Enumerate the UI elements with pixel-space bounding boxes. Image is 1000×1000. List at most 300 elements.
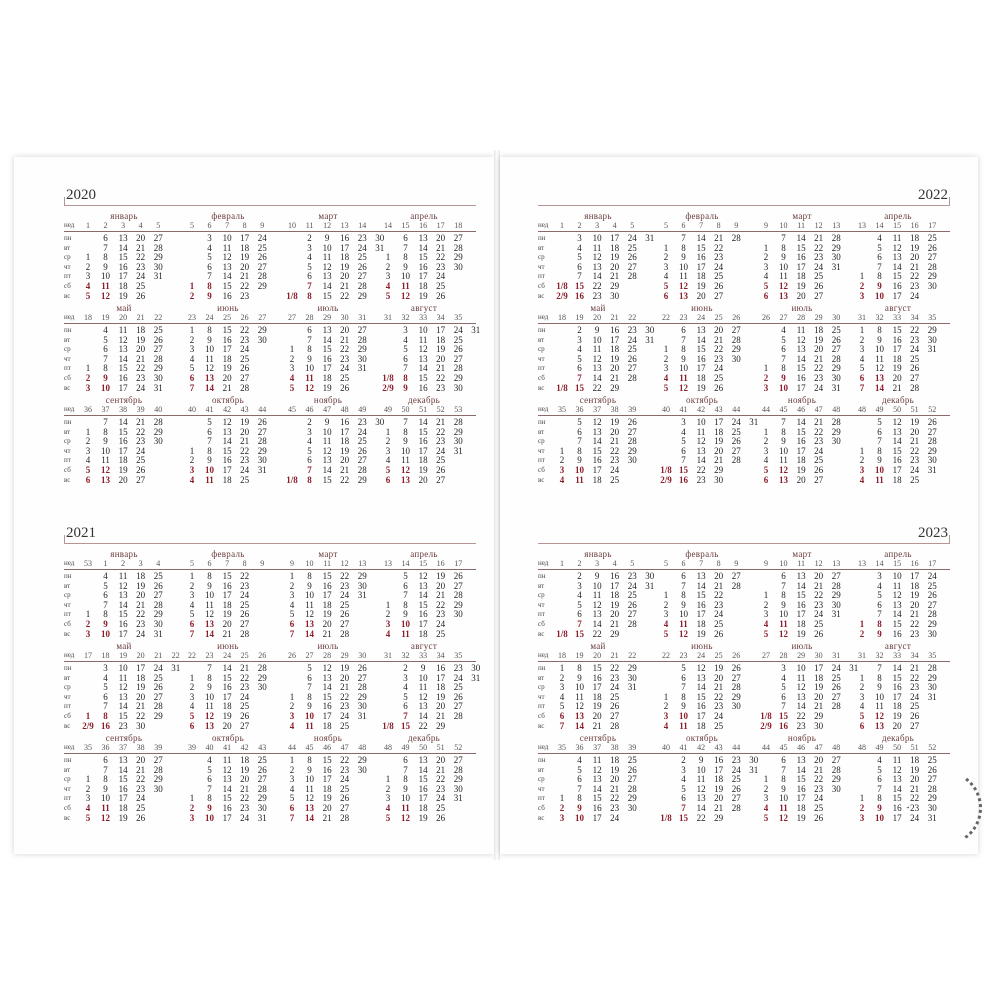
year-rule-tick bbox=[949, 197, 950, 206]
weekday-label: пн bbox=[64, 572, 72, 580]
calendar-day: 18 bbox=[240, 242, 250, 253]
calendar-day: 5 bbox=[207, 252, 212, 263]
calendar-day: 25 bbox=[257, 755, 267, 765]
week-number: 39 bbox=[628, 743, 637, 752]
calendar-day: 2/9 bbox=[556, 290, 568, 301]
calendar-day: 25 bbox=[436, 455, 446, 466]
calendar-day: 10 bbox=[892, 571, 902, 581]
calendar-day: 20 bbox=[910, 252, 920, 263]
calendar-day: 10 bbox=[779, 382, 789, 393]
month-name: июнь bbox=[691, 641, 713, 651]
calendar-day: 31 bbox=[257, 465, 267, 475]
weekday-label: ср bbox=[538, 253, 545, 262]
calendar-day: 16 bbox=[892, 334, 902, 345]
calendar-day: 24 bbox=[814, 382, 824, 393]
calendar-day: 21 bbox=[610, 271, 620, 282]
week-number: 5 bbox=[664, 559, 668, 568]
calendar-day: 14 bbox=[592, 619, 602, 629]
calendar-day: 16 bbox=[436, 663, 446, 673]
calendar-day: 26 bbox=[814, 281, 824, 291]
calendar-day: 23 bbox=[910, 281, 920, 291]
calendar-day: 21 bbox=[436, 711, 446, 721]
calendar-day: 30 bbox=[257, 803, 267, 813]
week-number: 46 bbox=[797, 743, 806, 752]
weekday-label: вт bbox=[64, 243, 71, 252]
calendar-day: 12 bbox=[418, 691, 428, 702]
calendar-day: 3 bbox=[385, 619, 391, 629]
calendar-day: 15 bbox=[401, 720, 411, 731]
calendar-day: 25 bbox=[814, 271, 824, 282]
year-title: 2021 bbox=[66, 525, 96, 541]
calendar-day: 12 bbox=[679, 628, 689, 639]
calendar-day: 13 bbox=[779, 474, 789, 485]
calendar-day: 25 bbox=[240, 599, 250, 610]
calendar-day: 11 bbox=[418, 682, 428, 693]
right-page bbox=[500, 157, 978, 854]
calendar-day: 15 bbox=[222, 445, 232, 456]
calendar-day: 9 bbox=[403, 436, 408, 447]
calendar-day: 21 bbox=[436, 242, 446, 253]
week-number: 42 bbox=[697, 743, 706, 752]
calendar-day: 27 bbox=[731, 793, 741, 804]
calendar-day: 22 bbox=[136, 426, 146, 437]
calendar-day: 8 bbox=[781, 590, 786, 601]
calendar-day: 3 bbox=[189, 691, 195, 702]
week-number: 7 bbox=[699, 221, 704, 230]
calendar-day: 22 bbox=[592, 382, 602, 393]
calendar-day: 3 bbox=[103, 663, 108, 673]
month-name: июнь bbox=[217, 303, 239, 313]
calendar-day: 16 bbox=[892, 455, 902, 466]
calendar-day: 12 bbox=[222, 764, 232, 775]
calendar-day: 5 bbox=[307, 445, 312, 456]
calendar-day: 17 bbox=[418, 793, 428, 804]
calendar-day: 3 bbox=[663, 261, 669, 272]
calendar-day: 13 bbox=[418, 701, 428, 712]
calendar-day: 16 bbox=[796, 373, 806, 383]
calendar-day: 16 bbox=[892, 628, 902, 639]
calendar-day: 7 bbox=[877, 609, 882, 620]
weekday-label: пн bbox=[538, 756, 546, 764]
calendar-day: 8 bbox=[681, 242, 686, 253]
calendar-day: 29 bbox=[436, 720, 446, 731]
calendar-day: 6 bbox=[207, 261, 212, 272]
calendar-day: 22 bbox=[910, 793, 920, 804]
calendar-day: 30 bbox=[645, 325, 655, 335]
week-number: 39 bbox=[188, 743, 196, 752]
calendar-day: 1 bbox=[85, 774, 91, 785]
calendar-day: 15 bbox=[322, 344, 332, 355]
calendar-day: 16 bbox=[796, 436, 806, 447]
calendar-day: 10 bbox=[796, 663, 806, 673]
week-number-row bbox=[64, 559, 476, 570]
calendar-day: 3 bbox=[663, 711, 669, 721]
calendar-day: 26 bbox=[627, 353, 637, 364]
calendar-day: 16 bbox=[796, 599, 806, 610]
calendar-day: 8 bbox=[207, 571, 212, 581]
calendar-day: 18 bbox=[222, 701, 232, 712]
calendar-day: 17 bbox=[240, 233, 250, 243]
calendar-day: 23 bbox=[240, 290, 250, 301]
calendar-day: 17 bbox=[222, 590, 232, 601]
week-number: 1 bbox=[86, 221, 90, 230]
calendar-day: 25 bbox=[627, 242, 637, 253]
calendar-day: 25 bbox=[436, 281, 446, 291]
calendar-day: 24 bbox=[610, 812, 620, 823]
weekday-label: вт bbox=[64, 673, 71, 682]
calendar-day: 1 bbox=[763, 774, 769, 785]
weekday-label: пт bbox=[538, 456, 545, 465]
calendar-day: 23 bbox=[436, 436, 446, 447]
calendar-day: 25 bbox=[153, 571, 163, 581]
calendar-day: 5 bbox=[663, 281, 669, 291]
week-number: 32 bbox=[875, 313, 884, 322]
calendar-day: 25 bbox=[831, 672, 841, 683]
calendar-day: 30 bbox=[153, 436, 163, 447]
calendar-day: 14 bbox=[696, 334, 706, 345]
calendar-day: 24 bbox=[831, 663, 841, 673]
calendar-day: 17 bbox=[714, 417, 724, 427]
calendar-day: 25 bbox=[153, 672, 163, 683]
week-label: нед bbox=[538, 405, 549, 413]
calendar-day: 8 bbox=[207, 672, 212, 683]
calendar-day: 31 bbox=[831, 609, 841, 620]
calendar-day: 2 bbox=[289, 353, 295, 364]
calendar-day: 9 bbox=[681, 252, 686, 263]
calendar-day: 3 bbox=[763, 445, 769, 456]
calendar-day: 3 bbox=[859, 812, 865, 823]
calendar-day: 26 bbox=[814, 628, 824, 639]
calendar-day: 28 bbox=[731, 233, 741, 243]
calendar-day: 5 bbox=[189, 609, 195, 620]
weekday-label: вт bbox=[538, 765, 545, 774]
calendar-day: 11 bbox=[875, 353, 884, 364]
calendar-day: 23 bbox=[592, 290, 602, 301]
calendar-day: 5 bbox=[385, 812, 391, 823]
calendar-day: 8 bbox=[403, 252, 408, 263]
calendar-day: 19 bbox=[796, 628, 806, 639]
calendar-day: 12 bbox=[875, 363, 885, 374]
calendar-day: 17 bbox=[892, 344, 902, 355]
calendar-day: 26 bbox=[731, 783, 741, 794]
calendar-day: 5 bbox=[781, 334, 786, 345]
calendar-day: 15 bbox=[575, 382, 585, 393]
calendar-day: 12 bbox=[305, 793, 315, 804]
weekday-label: чт bbox=[64, 354, 71, 363]
calendar-day: 3 bbox=[289, 774, 295, 785]
week-number: 28 bbox=[779, 651, 788, 660]
week-number: 51 bbox=[910, 743, 919, 752]
calendar-day: 1 bbox=[189, 325, 195, 335]
calendar-day: 10 bbox=[679, 711, 689, 721]
calendar-day: 12 bbox=[322, 261, 332, 272]
weekday-label: ср bbox=[538, 345, 545, 354]
calendar-day: 25 bbox=[436, 803, 446, 813]
calendar-day: 23 bbox=[118, 720, 128, 731]
calendar-day: 6 bbox=[877, 774, 882, 785]
weekday-label: пт bbox=[64, 456, 71, 465]
calendar-day: 9 bbox=[307, 701, 312, 712]
weekday-label: сб bbox=[64, 282, 71, 290]
calendar-day: 16 bbox=[222, 682, 232, 693]
week-number: 24 bbox=[697, 651, 706, 660]
weekday-label: вт bbox=[538, 335, 545, 344]
calendar-day: 21 bbox=[222, 628, 232, 639]
calendar-day: 10 bbox=[875, 344, 885, 355]
calendar-day: 19 bbox=[118, 812, 128, 823]
weekday-label: пт bbox=[538, 702, 545, 711]
calendar-day: 15 bbox=[796, 774, 806, 785]
calendar-day: 29 bbox=[257, 672, 267, 683]
week-number: 45 bbox=[305, 743, 314, 752]
calendar-day: 25 bbox=[453, 682, 463, 693]
calendar-day: 20 bbox=[240, 774, 250, 785]
calendar-day: 2 bbox=[859, 334, 865, 345]
calendar-day: 14 bbox=[118, 764, 128, 775]
calendar-day: 2 bbox=[577, 571, 582, 581]
calendar-day: 27 bbox=[927, 252, 937, 263]
calendar-day: 11 bbox=[575, 474, 584, 485]
week-number: 51 bbox=[910, 405, 919, 414]
week-number: 52 bbox=[436, 405, 445, 414]
calendar-day: 18 bbox=[910, 580, 920, 591]
calendar-day: 11 bbox=[305, 783, 314, 794]
calendar-day: 16 bbox=[322, 764, 332, 775]
calendar-day: 12 bbox=[592, 252, 602, 263]
calendar-day: 25 bbox=[731, 426, 741, 437]
calendar-day: 22 bbox=[340, 344, 350, 355]
calendar-day: 22 bbox=[910, 672, 920, 683]
calendar-day: 20 bbox=[222, 619, 232, 629]
month-name: июль bbox=[317, 303, 339, 313]
calendar-day: 15 bbox=[118, 363, 128, 374]
calendar-day: 27 bbox=[610, 711, 620, 721]
calendar-day: 23 bbox=[714, 599, 724, 610]
calendar-day: 1 bbox=[85, 711, 91, 721]
calendar-day: 15 bbox=[418, 252, 428, 263]
calendar-day: 6 bbox=[577, 261, 582, 272]
calendar-day: 27 bbox=[357, 672, 367, 683]
calendar-day: 27 bbox=[136, 474, 146, 485]
calendar-day: 18 bbox=[436, 682, 446, 693]
calendar-day: 29 bbox=[153, 711, 163, 721]
calendar-day: 27 bbox=[910, 373, 920, 383]
week-number: 6 bbox=[207, 221, 212, 230]
calendar-day: 17 bbox=[222, 465, 232, 475]
calendar-day: 8 bbox=[403, 599, 408, 610]
weekday-label: чт bbox=[64, 692, 71, 701]
month-name: май bbox=[590, 641, 606, 651]
calendar-day: 26 bbox=[340, 793, 350, 804]
calendar-day: 27 bbox=[257, 426, 267, 437]
calendar-day: 1 bbox=[559, 793, 565, 804]
week-number: 35 bbox=[84, 743, 92, 752]
calendar-day: 13 bbox=[205, 373, 215, 383]
calendar-day: 11 bbox=[875, 474, 884, 485]
week-number: 19 bbox=[101, 313, 110, 322]
calendar-day: 5 bbox=[307, 663, 312, 673]
calendar-day: 25 bbox=[814, 619, 824, 629]
week-number: 38 bbox=[136, 743, 145, 752]
calendar-day: 1/8 bbox=[556, 628, 568, 639]
calendar-day: 16 bbox=[779, 720, 789, 731]
calendar-day: 2 bbox=[663, 599, 669, 610]
calendar-day: 14 bbox=[418, 417, 428, 427]
calendar-day: 13 bbox=[779, 290, 789, 301]
week-label: нед bbox=[538, 743, 549, 751]
calendar-day: 17 bbox=[796, 793, 806, 804]
calendar-day: 19 bbox=[118, 290, 128, 301]
calendar-day: 21 bbox=[714, 334, 724, 345]
calendar-day: 9 bbox=[403, 382, 408, 393]
calendar-day: 14 bbox=[418, 711, 428, 721]
calendar-day: 8 bbox=[681, 590, 686, 601]
calendar-day: 30 bbox=[831, 436, 841, 447]
calendar-day: 11 bbox=[575, 691, 584, 702]
calendar-day: 24 bbox=[436, 793, 446, 804]
calendar-day: 7 bbox=[781, 580, 786, 591]
calendar-day: 14 bbox=[118, 599, 128, 610]
calendar-day: 20 bbox=[240, 426, 250, 437]
calendar-day: 6 bbox=[403, 353, 408, 364]
calendar-day: 2 bbox=[859, 281, 865, 291]
weekday-label: пн bbox=[64, 418, 72, 426]
week-number-row bbox=[64, 313, 476, 324]
calendar-day: 18 bbox=[696, 619, 706, 629]
calendar-day: 21 bbox=[714, 580, 724, 591]
calendar-day: 18 bbox=[892, 701, 902, 712]
calendar-day: 23 bbox=[696, 474, 706, 485]
week-number: 51 bbox=[419, 405, 428, 414]
calendar-day: 20 bbox=[136, 691, 146, 702]
calendar-day: 23 bbox=[910, 803, 920, 813]
calendar-day: 5 bbox=[763, 628, 769, 639]
weekday-label: сб bbox=[538, 282, 545, 290]
calendar-day: 16 bbox=[322, 353, 332, 364]
calendar-day: 4 bbox=[559, 474, 565, 485]
calendar-day: 20 bbox=[910, 774, 920, 785]
calendar-day: 23 bbox=[796, 720, 806, 731]
calendar-day: 30 bbox=[153, 373, 163, 383]
calendar-day: 24 bbox=[731, 417, 741, 427]
calendar-day: 19 bbox=[696, 382, 706, 393]
calendar-day: 14 bbox=[118, 417, 128, 427]
week-number: 20 bbox=[119, 313, 128, 322]
calendar-day: 27 bbox=[831, 344, 841, 355]
calendar-day: 28 bbox=[257, 271, 267, 282]
calendar-day: 30 bbox=[610, 290, 620, 301]
week-number: 4 bbox=[156, 559, 161, 568]
calendar-day: 13 bbox=[418, 353, 428, 364]
calendar-day: 23 bbox=[340, 764, 350, 775]
week-number: 42 bbox=[223, 405, 232, 414]
calendar-day: 22 bbox=[240, 672, 250, 683]
calendar-day: 9 bbox=[681, 701, 686, 712]
calendar-day: 23 bbox=[910, 682, 920, 693]
calendar-day: 17 bbox=[696, 363, 706, 374]
calendar-day: 4 bbox=[189, 474, 195, 485]
calendar-day: 3 bbox=[763, 609, 769, 620]
week-number: 10 bbox=[305, 559, 314, 568]
calendar-day: 9 bbox=[698, 755, 704, 765]
calendar-day: 19 bbox=[240, 764, 250, 775]
calendar-day: 1 bbox=[289, 755, 295, 765]
calendar-day: 31 bbox=[645, 334, 655, 345]
calendar-day: 4 bbox=[577, 344, 582, 355]
week-label: нед bbox=[64, 221, 75, 229]
calendar-day: 20 bbox=[322, 619, 332, 629]
weekday-label: пт bbox=[64, 610, 71, 619]
calendar-day: 6 bbox=[85, 474, 91, 485]
calendar-day: 17 bbox=[592, 682, 602, 693]
calendar-day: 3 bbox=[763, 793, 769, 804]
calendar-day: 30 bbox=[927, 682, 937, 693]
calendar-day: 20 bbox=[910, 426, 920, 437]
calendar-day: 11 bbox=[418, 334, 428, 345]
calendar-day: 29 bbox=[731, 344, 741, 355]
calendar-day: 27 bbox=[153, 344, 163, 355]
calendar-day: 27 bbox=[627, 774, 637, 785]
calendar-day: 14 bbox=[322, 465, 332, 475]
month-name: август bbox=[884, 303, 912, 313]
calendar-day: 9 bbox=[307, 764, 312, 775]
month-name: февраль bbox=[211, 549, 245, 559]
calendar-day: 16 bbox=[118, 373, 128, 383]
calendar-day: 4 bbox=[663, 373, 669, 383]
calendar-day: 1 bbox=[663, 691, 669, 702]
calendar-day: 3 bbox=[289, 711, 295, 721]
calendar-day: 30 bbox=[831, 599, 841, 610]
calendar-day: 19 bbox=[796, 812, 806, 823]
calendar-day: 30 bbox=[714, 474, 724, 485]
calendar-day: 25 bbox=[714, 271, 724, 282]
week-number: 14 bbox=[875, 221, 884, 230]
calendar-day: 26 bbox=[136, 290, 146, 301]
week-number: 11 bbox=[797, 559, 805, 568]
week-number: 46 bbox=[797, 405, 806, 414]
calendar-day: 29 bbox=[714, 812, 724, 823]
month-name: апрель bbox=[410, 211, 438, 221]
calendar-day: 5 bbox=[103, 334, 108, 345]
week-number: 7 bbox=[699, 559, 704, 568]
year-block-2021 bbox=[64, 525, 481, 843]
calendar-day: 7 bbox=[289, 812, 295, 823]
month-name: февраль bbox=[211, 211, 245, 221]
calendar-day: 20 bbox=[136, 344, 146, 355]
calendar-day: 16 bbox=[610, 571, 620, 581]
calendar-day: 16 bbox=[118, 783, 128, 794]
calendar-day: 21 bbox=[910, 261, 920, 272]
calendar-day: 13 bbox=[222, 426, 232, 437]
month-name: ноябрь bbox=[787, 733, 817, 743]
week-number: 10 bbox=[779, 559, 788, 568]
calendar-day: 30 bbox=[257, 334, 267, 345]
calendar-day: 15 bbox=[796, 590, 806, 601]
weekday-label: ср bbox=[64, 683, 71, 692]
week-number: 50 bbox=[893, 405, 902, 414]
calendar-day: 12 bbox=[575, 701, 585, 712]
calendar-day: 4 bbox=[663, 271, 669, 282]
calendar-day: 6 bbox=[307, 271, 312, 282]
week-number: 17 bbox=[928, 221, 937, 230]
calendar-day: 16 bbox=[592, 455, 602, 466]
calendar-day: 16 bbox=[696, 599, 706, 610]
month-name: август bbox=[884, 641, 912, 651]
calendar-day: 2 bbox=[85, 783, 91, 794]
calendar-day: 18 bbox=[436, 334, 446, 345]
week-number: 16 bbox=[436, 559, 445, 568]
calendar-day: 24 bbox=[436, 445, 446, 456]
